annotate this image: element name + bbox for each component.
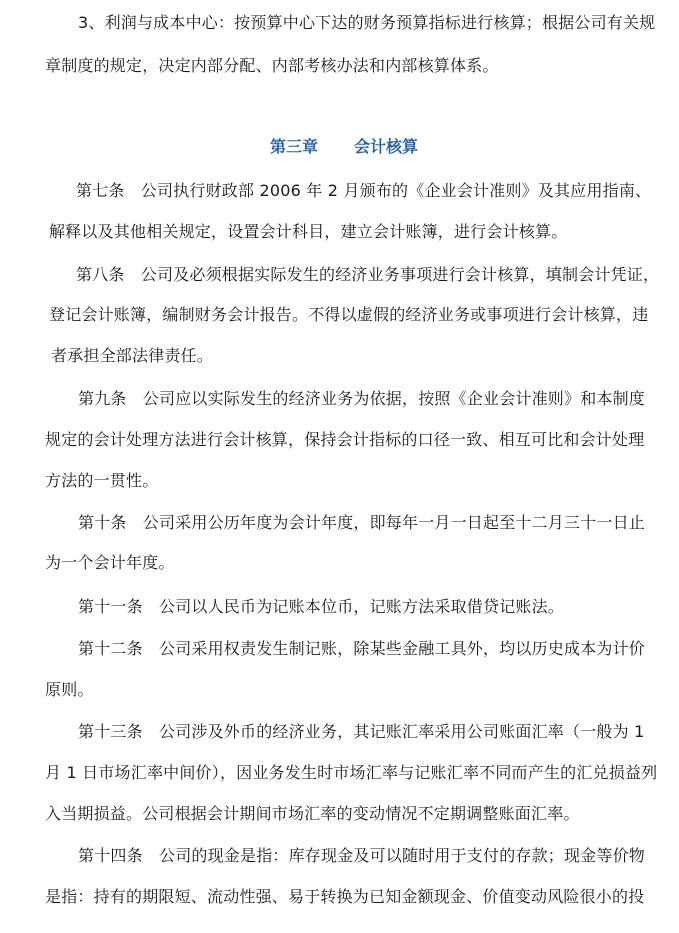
text-line: 第十一条 公司以人民币为记账本位币，记账方法采取借贷记账法。: [78, 597, 565, 616]
text-line: 月 1 日市场汇率中间价），因业务发生时市场汇率与记账汇率不同而产生的汇兑损益列: [45, 763, 658, 782]
text-line: 第十条 公司采用公历年度为会计年度，即每年一月一日起至十二月三十一日止: [78, 513, 646, 532]
chapter-number: 第三章: [270, 137, 319, 156]
text-line: 第十三条 公司涉及外币的经济业务，其记账汇率采用公司账面汇率（一般为 1: [78, 722, 645, 741]
text-line: 者承担全部法律责任。: [51, 346, 214, 365]
text-line: 第八条 公司及必须根据实际发生的经济业务事项进行会计核算，填制会计凭证，: [76, 265, 660, 284]
text-line: 第九条 公司应以实际发生的经济业务为依据，按照《企业会计准则》和本制度: [78, 389, 646, 408]
text-line: 为一个会计年度。: [45, 553, 175, 572]
chapter-heading: [270, 137, 418, 157]
text-line: 是指：持有的期限短、流动性强、易于转换为已知金额现金、价值变动风险很小的投: [45, 887, 645, 906]
text-line: 登记会计账簿，编制财务会计报告。不得以虚假的经济业务或事项进行会计核算，违: [49, 305, 649, 324]
text-line: 章制度的规定，决定内部分配、内部考核办法和内部核算体系。: [45, 56, 499, 75]
text-line: 第十四条 公司的现金是指：库存现金及可以随时用于支付的存款；现金等价物: [78, 846, 646, 865]
text-line: 第十二条 公司采用权责发生制记账，除某些金融工具外，均以历史成本为计价: [78, 639, 646, 658]
text-line: 原则。: [45, 680, 94, 699]
text-line: 入当期损益。公司根据会计期间市场汇率的变动情况不定期调整账面汇率。: [45, 804, 580, 823]
text-line: 解释以及其他相关规定，设置会计科目，建立会计账簿，进行会计核算。: [49, 222, 568, 241]
text-line: 规定的会计处理方法进行会计核算，保持会计指标的口径一致、相互可比和会计处理: [45, 430, 645, 449]
text-line: 3、利润与成本中心：按预算中心下达的财务预算指标进行核算；根据公司有关规: [78, 13, 656, 32]
text-line: 第七条 公司执行财政部 2006 年 2 月颁布的《企业会计准则》及其应用指南、: [76, 181, 652, 200]
text-line: 方法的一贯性。: [45, 471, 159, 490]
chapter-title: 会计核算: [354, 137, 419, 156]
